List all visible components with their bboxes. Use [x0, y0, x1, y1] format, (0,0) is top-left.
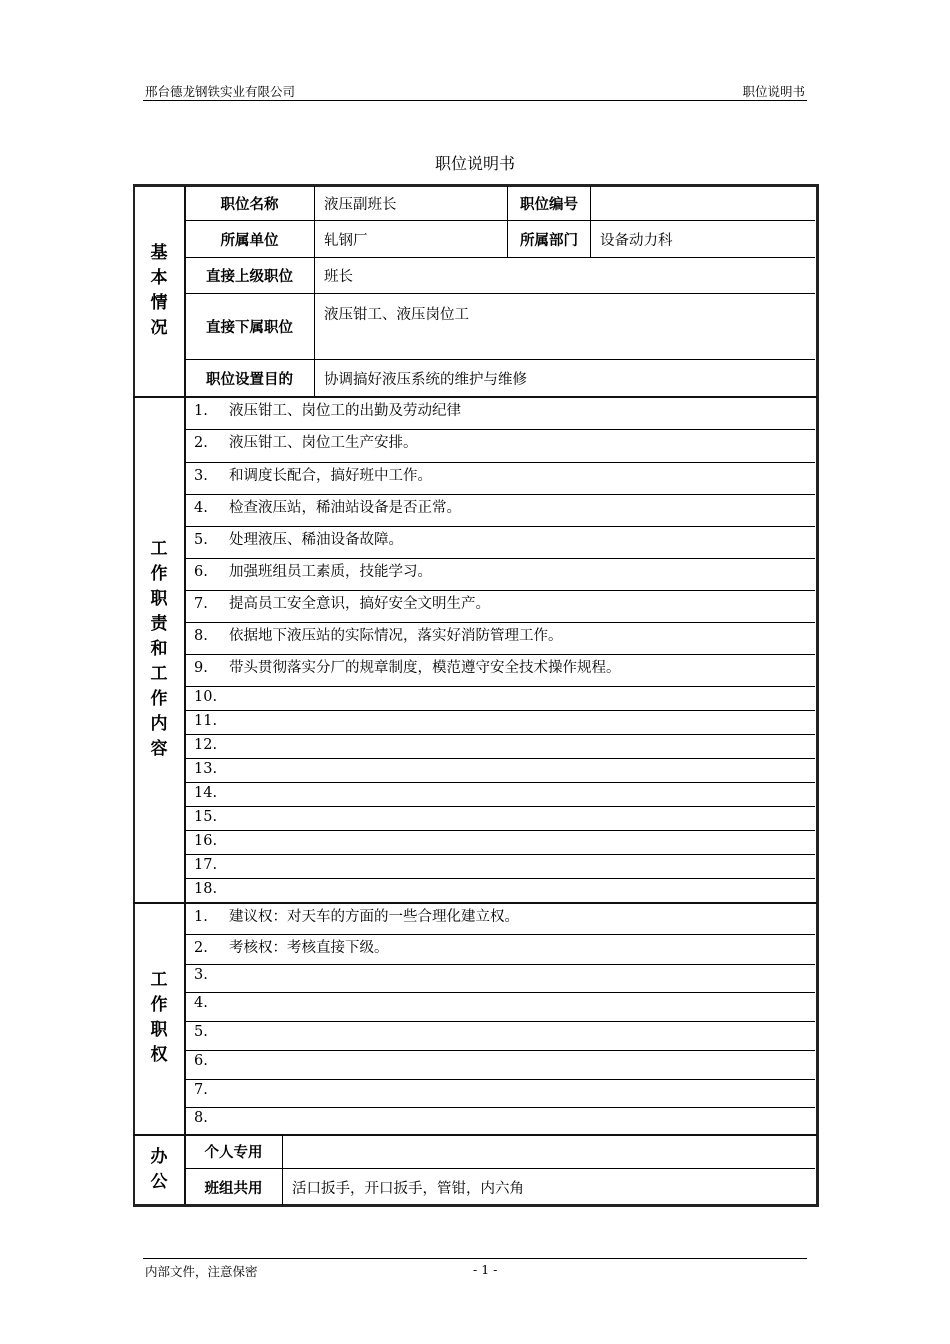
authority-item: [194, 1079, 229, 1107]
authority-section-title: 工作职权: [150, 970, 168, 1065]
page-number: - 1 -: [473, 1262, 498, 1277]
confidential-note: 内部文件，注意保密: [145, 1264, 258, 1279]
duty-item-number: 18.: [194, 881, 218, 897]
duty-item-text: 液压钳工、岗位工的出勤及劳动纪律: [229, 403, 461, 419]
duty-item: [194, 854, 229, 878]
unit-value: 轧钢厂: [324, 232, 368, 249]
authority-item-number: 8.: [194, 1110, 208, 1126]
footer-rule: [143, 1258, 807, 1259]
purpose-label: 职位设置目的: [206, 371, 293, 388]
duty-item: [194, 878, 229, 902]
duty-item-number: 5.: [194, 532, 208, 548]
duty-item: [194, 782, 229, 806]
duty-item-number: 17.: [194, 857, 218, 873]
duty-item-text: 处理液压、稀油设备故障。: [229, 532, 403, 548]
duty-item-number: 12.: [194, 737, 218, 753]
duty-item: [194, 710, 229, 734]
duty-item: [194, 758, 229, 782]
authority-item-number: 3.: [194, 967, 208, 983]
duty-item: [194, 590, 490, 622]
basic-section-title: 基本情况: [150, 243, 168, 338]
authority-item-number: 1.: [194, 909, 208, 925]
duty-item: [194, 558, 432, 590]
shared-use-label: 班组共用: [204, 1180, 263, 1197]
duties-section-title: 工作职责和工作内容: [150, 539, 168, 759]
duty-item-number: 8.: [194, 628, 208, 644]
authority-item-text: 建议权：对天车的方面的一些合理化建立权。: [229, 909, 519, 925]
dept-value: 设备动力科: [600, 232, 673, 249]
authority-item-number: 5.: [194, 1024, 208, 1040]
header-doc-type: 职位说明书: [742, 84, 805, 99]
duty-item: [194, 686, 229, 710]
duty-item-text: 带头贯彻落实分厂的规章制度，模范遵守安全技术操作规程。: [229, 660, 621, 676]
duty-item-number: 7.: [194, 596, 208, 612]
purpose-value: 协调搞好液压系统的维护与维修: [324, 371, 527, 388]
duty-item-number: 6.: [194, 564, 208, 580]
duty-item-number: 15.: [194, 809, 218, 825]
company-name: 邢台德龙钢铁实业有限公司: [145, 84, 296, 99]
authority-item-text: 考核权：考核直接下级。: [229, 940, 389, 956]
duty-item-text: 加强班组员工素质，技能学习。: [229, 564, 432, 580]
duty-item: [194, 429, 418, 462]
authority-item: [194, 903, 519, 934]
office-section-title: 办公: [150, 1147, 168, 1192]
page-header: [143, 80, 807, 101]
position-code-label: 职位编号: [520, 196, 578, 213]
duty-item-number: 13.: [194, 761, 218, 777]
authority-item: [194, 1107, 229, 1134]
basic-section-label: [133, 186, 185, 396]
subordinate-label: 直接下属职位: [206, 320, 293, 336]
duty-item: [194, 622, 563, 654]
duty-item-text: 依据地下液压站的实际情况，落实好消防管理工作。: [229, 628, 563, 644]
office-section-label: [133, 1135, 185, 1205]
duty-item: [194, 806, 229, 830]
duty-item: [194, 654, 621, 686]
subordinate-value: 液压钳工、液压岗位工: [324, 306, 469, 323]
authority-item: [194, 1021, 229, 1050]
duties-section-label: [133, 397, 185, 902]
duty-item-number: 3.: [194, 468, 208, 484]
shared-use-value: 活口扳手，开口扳手，管钳，内六角: [292, 1180, 524, 1197]
duty-item-number: 16.: [194, 833, 218, 849]
duty-item: [194, 526, 403, 558]
authority-item: [194, 934, 389, 964]
document-title: 职位说明书: [434, 154, 515, 173]
personal-use-label: 个人专用: [204, 1145, 263, 1161]
duty-item-number: 9.: [194, 660, 208, 676]
duty-item: [194, 830, 229, 854]
authority-section-label: [133, 903, 185, 1133]
authority-item: [194, 1050, 229, 1079]
duty-item: [194, 734, 229, 758]
duty-item: [194, 494, 461, 526]
position-name-label: 职位名称: [220, 196, 279, 213]
superior-value: 班长: [324, 269, 353, 285]
duty-item-number: 10.: [194, 689, 218, 705]
superior-label: 直接上级职位: [206, 269, 293, 285]
authority-item-number: 7.: [194, 1082, 208, 1098]
duty-item-text: 和调度长配合，搞好班中工作。: [229, 468, 432, 484]
authority-item-number: 2.: [194, 940, 208, 956]
duty-item: [194, 462, 432, 494]
authority-item: [194, 964, 229, 992]
duty-item-text: 检查液压站，稀油站设备是否正常。: [229, 500, 461, 516]
dept-label: 所属部门: [520, 232, 578, 249]
duty-item-text: 提高员工安全意识，搞好安全文明生产。: [229, 596, 490, 612]
duty-item-number: 2.: [194, 435, 208, 451]
duty-item-number: 1.: [194, 403, 208, 419]
duty-item-number: 11.: [194, 713, 218, 729]
authority-item-number: 6.: [194, 1053, 208, 1069]
authority-item-number: 4.: [194, 995, 208, 1011]
unit-label: 所属单位: [220, 232, 279, 249]
duty-item-text: 液压钳工、岗位工生产安排。: [229, 435, 418, 451]
duty-item: [194, 397, 461, 429]
authority-item: [194, 992, 229, 1021]
duty-item-number: 4.: [194, 500, 208, 516]
duty-item-number: 14.: [194, 785, 218, 801]
position-name-value: 液压副班长: [324, 196, 397, 213]
